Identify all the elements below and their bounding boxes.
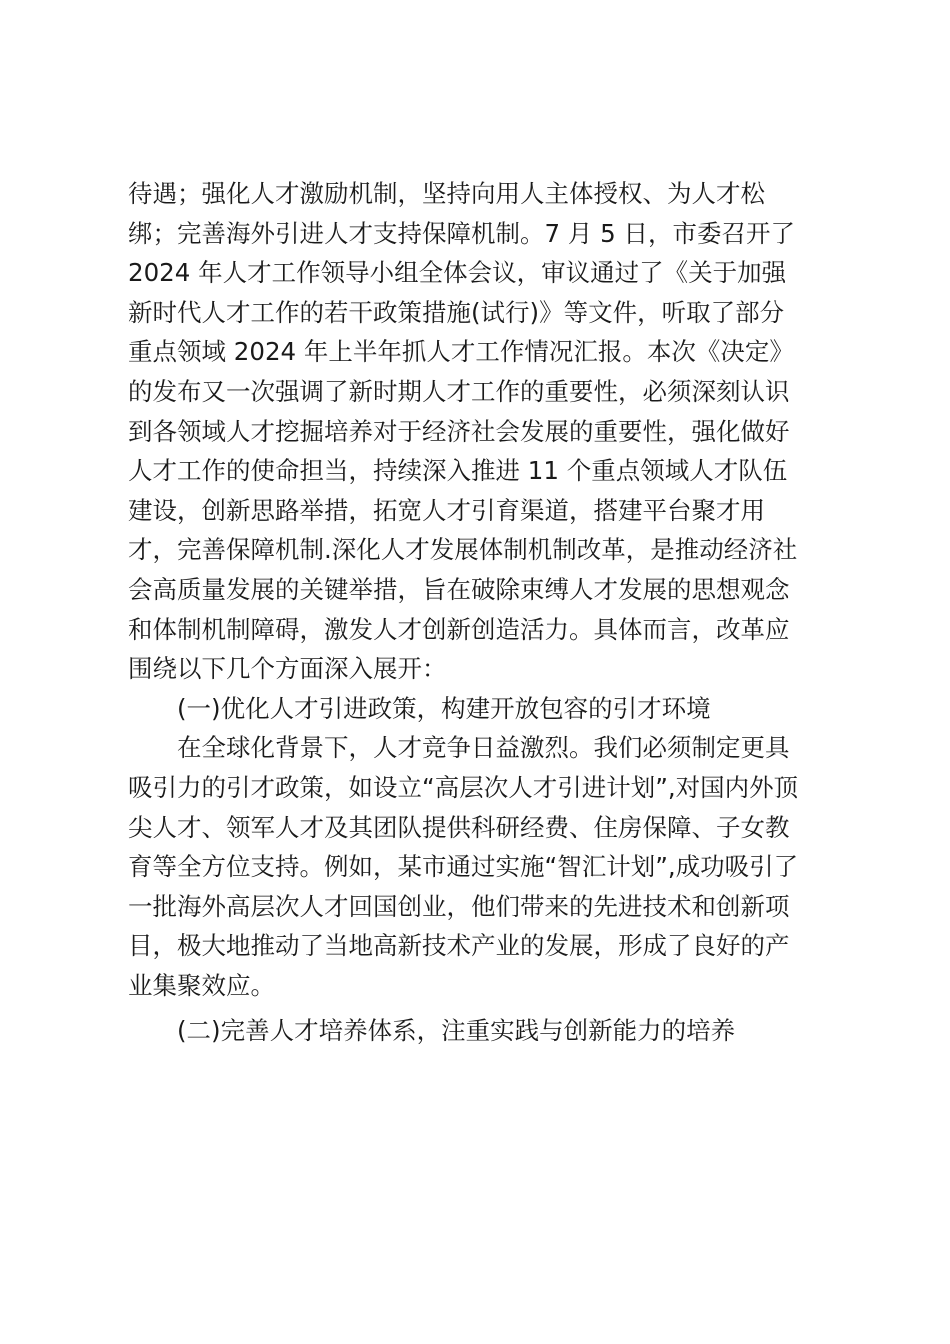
text-line: 尖人才、领军人才及其团队提供科研经费、住房保障、子女教 (128, 812, 790, 842)
paragraph-talent-introduction (128, 728, 828, 1005)
text-line: 的发布又一次强调了新时期人才工作的重要性，必须深刻认识 (128, 376, 790, 406)
paragraph-intro (128, 174, 828, 689)
text-line: 目，极大地推动了当地高新技术产业的发展，形成了良好的产 (128, 931, 790, 961)
text-line: 到各领域人才挖掘培养对于经济社会发展的重要性，强化做好 (128, 416, 790, 446)
text-line: 育等全方位支持。例如，某市通过实施“智汇计划”,成功吸引了 (128, 852, 799, 882)
text-line: 吸引力的引才政策，如设立“高层次人才引进计划”,对国内外顶 (128, 772, 799, 802)
text-line: 围绕以下几个方面深入展开： (128, 654, 447, 684)
text-line: 会高质量发展的关键举措，旨在破除束缚人才发展的思想观念 (128, 574, 790, 604)
text-line: 和体制机制障碍，激发人才创新创造活力。具体而言，改革应 (128, 614, 790, 644)
text-line: 一批海外高层次人才回国创业，他们带来的先进技术和创新项 (128, 891, 790, 921)
text-line: 业集聚效应。 (128, 970, 275, 1000)
text-line: 新时代人才工作的若干政策措施(试行)》等文件，听取了部分 (128, 297, 785, 327)
text-line: 人才工作的使命担当，持续深入推进 11 个重点领域人才队伍 (128, 456, 788, 486)
text-line: 建设，创新思路举措，拓宽人才引育渠道，搭建平台聚才用 (128, 495, 765, 525)
text-line: 2024 年人才工作领导小组全体会议，审议通过了《关于加强 (128, 258, 787, 288)
section-heading-2: (二)完善人才培养体系，注重实践与创新能力的培养 (177, 1016, 736, 1046)
text-line: 才，完善保障机制.深化人才发展体制机制改革，是推动经济社 (128, 535, 798, 565)
text-line: 重点领域 2024 年上半年抓人才工作情况汇报。本次《决定》 (128, 337, 794, 367)
document-body (128, 174, 828, 1051)
section-heading-1: (一)优化人才引进政策，构建开放包容的引才环境 (177, 693, 711, 723)
text-line: 绑；完善海外引进人才支持保障机制。7 月 5 日，市委召开了 (128, 218, 796, 248)
text-line: 在全球化背景下，人才竞争日益激烈。我们必须制定更具 (177, 733, 790, 763)
text-line: 待遇；强化人才激励机制，坚持向用人主体授权、为人才松 (128, 179, 765, 208)
